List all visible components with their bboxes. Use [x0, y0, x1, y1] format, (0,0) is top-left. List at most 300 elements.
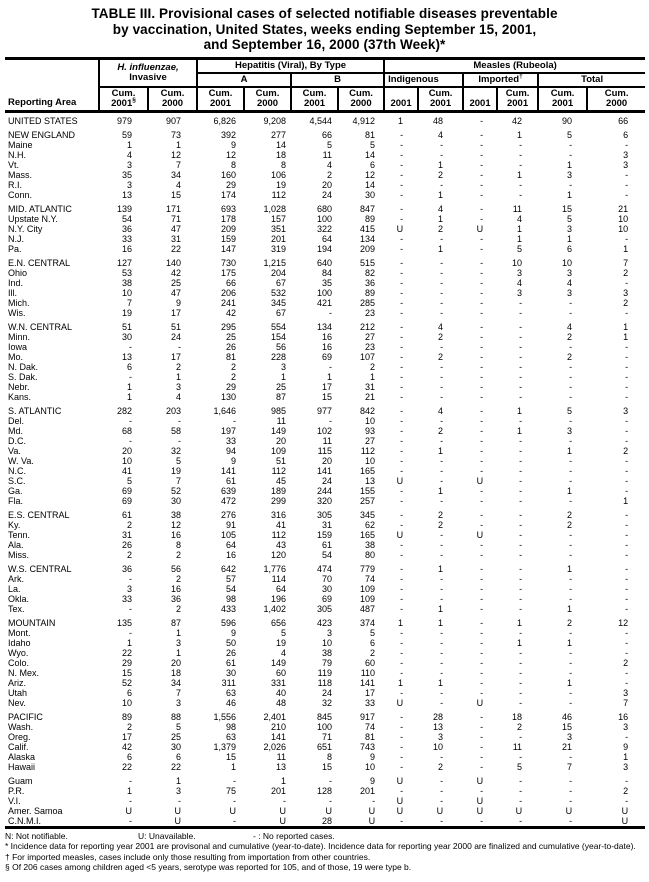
value-cell: 554: [270, 321, 287, 332]
value-cell: 160: [220, 169, 237, 180]
value-cell: 64: [322, 233, 333, 244]
value-cell: U: [621, 815, 629, 826]
value-cell: 69: [322, 593, 333, 604]
value-cell: 64: [276, 583, 287, 594]
value-cell: 515: [360, 257, 376, 268]
value-cell: -: [519, 445, 523, 456]
value-cell: -: [400, 243, 404, 254]
table-row: [5, 392, 645, 402]
table-row: [5, 278, 645, 288]
value-cell: 10: [618, 213, 629, 224]
value-cell: 42: [226, 307, 237, 318]
value-cell: -: [480, 721, 484, 732]
value-cell: 907: [165, 115, 182, 126]
value-cell: 421: [316, 297, 333, 308]
value-cell: -: [400, 667, 404, 678]
value-cell: 141: [360, 677, 376, 688]
value-cell: -: [400, 785, 404, 796]
value-cell: 25: [226, 331, 237, 342]
value-cell: -: [569, 495, 573, 506]
table-row: [5, 332, 645, 342]
value-cell: -: [440, 233, 444, 244]
value-cell: -: [519, 529, 523, 540]
value-cell: 68: [121, 425, 132, 436]
value-cell: -: [400, 405, 404, 416]
value-cell: -: [569, 549, 573, 560]
value-cell: -: [569, 751, 573, 762]
table-row: [5, 752, 645, 762]
value-cell: 67: [276, 277, 287, 288]
value-cell: 322: [316, 223, 333, 234]
value-cell: 1: [567, 637, 573, 648]
table-row: [5, 604, 645, 614]
value-cell: -: [480, 213, 484, 224]
value-cell: -: [440, 815, 444, 826]
value-cell: 979: [116, 115, 132, 126]
value-cell: -: [519, 189, 523, 200]
value-cell: -: [440, 455, 444, 466]
reporting-area-cell: Del.: [8, 415, 25, 426]
value-cell: -: [233, 415, 237, 426]
value-cell: 9,208: [263, 115, 287, 126]
table-row: [5, 190, 645, 200]
reporting-area-cell: MID. ATLANTIC: [8, 203, 72, 214]
value-cell: -: [440, 179, 444, 190]
value-cell: 141: [220, 465, 237, 476]
value-cell: 472: [220, 495, 237, 506]
value-cell: -: [440, 785, 444, 796]
value-cell: 13: [276, 761, 287, 772]
value-cell: 54: [322, 549, 333, 560]
value-cell: 18: [171, 667, 182, 678]
value-cell: -: [625, 139, 629, 150]
value-cell: -: [625, 509, 629, 520]
value-cell: 21: [562, 741, 573, 752]
reporting-area-cell: Alaska: [8, 751, 36, 762]
value-cell: -: [569, 465, 573, 476]
value-cell: 1: [623, 321, 629, 332]
value-cell: -: [519, 563, 523, 574]
value-cell: -: [480, 331, 484, 342]
value-cell: 1: [438, 243, 444, 254]
value-cell: 14: [276, 139, 287, 150]
value-cell: -: [519, 657, 523, 668]
value-cell: 24: [322, 189, 333, 200]
value-cell: 84: [322, 267, 333, 278]
value-cell: -: [400, 149, 404, 160]
table-footnotes: [5, 831, 645, 873]
value-cell: U: [229, 805, 237, 816]
value-cell: 1,379: [213, 741, 237, 752]
value-cell: -: [480, 583, 484, 594]
reporting-area-cell: S. Dak.: [8, 371, 38, 382]
value-cell: 4: [176, 179, 182, 190]
section-footnote-marker: §: [132, 96, 136, 104]
table-row: [5, 362, 645, 372]
value-cell: 1: [176, 627, 182, 638]
reporting-area-cell: Ohio: [8, 267, 28, 278]
reporting-area-cell: Nebr.: [8, 381, 30, 392]
value-cell: 316: [270, 509, 287, 520]
value-cell: -: [400, 539, 404, 550]
value-cell: -: [569, 371, 573, 382]
value-cell: 1: [126, 381, 132, 392]
legend-unavailable: U: Unavailable.: [138, 830, 196, 841]
value-cell: 194: [316, 243, 333, 254]
value-cell: -: [625, 391, 629, 402]
value-cell: -: [329, 415, 333, 426]
value-cell: 1: [567, 677, 573, 688]
reporting-area-cell: Ark.: [8, 573, 25, 584]
value-cell: 680: [316, 203, 333, 214]
value-cell: 1: [567, 159, 573, 170]
reporting-area-cell: Tex.: [8, 603, 25, 614]
table-row: [5, 150, 645, 160]
value-cell: -: [625, 677, 629, 688]
value-cell: -: [519, 667, 523, 678]
value-cell: 64: [226, 539, 237, 550]
value-cell: 5: [126, 475, 132, 486]
value-cell: -: [178, 435, 182, 446]
footnote-dagger: † For imported measles, cases include only those resulting from importation from other countries.: [5, 851, 371, 862]
value-cell: 1: [517, 425, 523, 436]
table-row: [5, 456, 645, 466]
value-cell: -: [480, 627, 484, 638]
value-cell: 917: [360, 711, 376, 722]
value-cell: -: [625, 277, 629, 288]
reporting-area-cell: Ariz.: [8, 677, 26, 688]
value-cell: -: [625, 415, 629, 426]
value-cell: 10: [618, 223, 629, 234]
value-cell: 20: [121, 445, 132, 456]
value-cell: 38: [121, 277, 132, 288]
value-cell: 47: [171, 287, 182, 298]
footnote-section: § Of 206 cases among children aged <5 years, serotype was reported for 105, and of those, 19 were type b.: [5, 862, 412, 872]
value-cell: -: [400, 307, 404, 318]
value-cell: 13: [121, 189, 132, 200]
reporting-area-cell: Wash.: [8, 721, 34, 732]
reporting-area-cell: Va.: [8, 445, 21, 456]
value-cell: 743: [360, 741, 376, 752]
value-cell: 4: [517, 213, 523, 224]
value-cell: -: [519, 495, 523, 506]
value-cell: 32: [171, 445, 182, 456]
value-cell: -: [440, 381, 444, 392]
value-cell: 201: [360, 785, 376, 796]
value-cell: 24: [171, 331, 182, 342]
value-cell: -: [625, 307, 629, 318]
value-cell: 4,544: [309, 115, 333, 126]
value-cell: 9: [231, 627, 237, 638]
value-cell: 54: [226, 583, 237, 594]
value-cell: -: [129, 815, 132, 826]
value-cell: 1: [398, 677, 404, 688]
value-cell: 105: [220, 529, 237, 540]
reporting-area-cell: N.Y. City: [8, 223, 43, 234]
value-cell: 3: [126, 159, 132, 170]
value-cell: 1: [517, 405, 523, 416]
value-cell: -: [129, 775, 132, 786]
value-cell: 9: [231, 455, 237, 466]
value-cell: -: [400, 741, 404, 752]
table-row: [5, 204, 645, 214]
value-cell: -: [569, 475, 573, 486]
value-cell: U: [325, 805, 333, 816]
value-cell: -: [440, 495, 444, 506]
value-cell: 2: [438, 351, 444, 362]
value-cell: -: [519, 331, 523, 342]
value-cell: U: [515, 805, 523, 816]
value-cell: 42: [121, 741, 132, 752]
value-cell: 4: [567, 321, 573, 332]
value-cell: 4: [438, 405, 444, 416]
value-cell: -: [400, 189, 404, 200]
value-cell: -: [400, 233, 404, 244]
reporting-area-cell: Vt.: [8, 159, 20, 170]
value-cell: -: [519, 785, 523, 796]
reporting-area-cell: C.N.M.I.: [8, 815, 41, 826]
value-cell: 36: [365, 277, 376, 288]
value-cell: 656: [270, 617, 287, 628]
reporting-area-cell: W.N. CENTRAL: [8, 321, 73, 332]
notifiable-diseases-table: [5, 57, 645, 829]
value-cell: 1: [438, 189, 444, 200]
value-cell: 3: [176, 697, 182, 708]
value-cell: 109: [270, 445, 287, 456]
value-cell: 257: [360, 495, 376, 506]
value-cell: -: [400, 687, 404, 698]
table-row: [5, 530, 645, 540]
value-cell: 25: [171, 731, 182, 742]
value-cell: -: [400, 351, 404, 362]
value-cell: 119: [317, 667, 333, 678]
value-cell: -: [625, 381, 629, 392]
value-cell: -: [440, 795, 444, 806]
value-cell: -: [569, 149, 573, 160]
value-cell: -: [519, 677, 523, 688]
value-cell: 22: [171, 761, 182, 772]
value-cell: -: [440, 297, 444, 308]
reporting-area-cell: Ga.: [8, 485, 23, 496]
value-cell: -: [625, 455, 629, 466]
value-cell: 4: [567, 277, 573, 288]
value-cell: 2: [623, 267, 629, 278]
value-cell: -: [480, 657, 484, 668]
value-cell: 47: [171, 223, 182, 234]
value-cell: 10: [121, 697, 132, 708]
value-cell: -: [233, 795, 237, 806]
value-cell: 392: [220, 129, 237, 140]
value-cell: 10: [365, 761, 376, 772]
reporting-area-cell: E.S. CENTRAL: [8, 509, 70, 520]
table-row: [5, 406, 645, 416]
value-cell: 24: [322, 687, 333, 698]
value-cell: -: [400, 711, 404, 722]
value-cell: 14: [365, 149, 376, 160]
value-cell: -: [519, 731, 523, 742]
value-cell: 2: [438, 331, 444, 342]
value-cell: 157: [270, 213, 287, 224]
value-cell: -: [625, 573, 629, 584]
value-cell: 8: [176, 539, 182, 550]
value-cell: 6: [623, 129, 629, 140]
value-cell: -: [625, 465, 629, 476]
table-row: [5, 806, 645, 816]
value-cell: 6: [370, 159, 376, 170]
value-cell: -: [400, 435, 404, 446]
value-cell: 8: [327, 751, 333, 762]
value-cell: -: [480, 115, 484, 126]
table-row: [5, 816, 645, 828]
value-cell: 89: [121, 711, 132, 722]
dagger-footnote-marker: †: [519, 72, 523, 80]
value-cell: -: [569, 687, 573, 698]
value-cell: -: [440, 687, 444, 698]
table-row: [5, 446, 645, 456]
reporting-area-cell: Kans.: [8, 391, 32, 402]
value-cell: U: [436, 805, 444, 816]
value-cell: -: [440, 139, 444, 150]
value-cell: 9: [176, 297, 182, 308]
value-cell: -: [480, 257, 484, 268]
value-cell: -: [480, 179, 484, 190]
value-cell: 6: [126, 751, 132, 762]
value-cell: -: [440, 573, 444, 584]
value-cell: 3: [517, 267, 523, 278]
value-cell: 130: [220, 391, 237, 402]
value-cell: 642: [220, 563, 237, 574]
value-cell: 1: [438, 445, 444, 456]
table-row: [5, 594, 645, 604]
legend-no-reported-cases: - : No reported cases.: [253, 830, 335, 841]
value-cell: 10: [365, 415, 376, 426]
value-cell: -: [129, 627, 132, 638]
value-cell: 228: [270, 351, 287, 362]
value-cell: U: [396, 805, 404, 816]
reporting-area-cell: Utah: [8, 687, 28, 698]
value-cell: 10: [562, 257, 573, 268]
value-cell: 1: [438, 159, 444, 170]
value-cell: 2: [438, 519, 444, 530]
value-cell: 3: [327, 627, 333, 638]
value-cell: 17: [171, 307, 182, 318]
value-cell: -: [400, 761, 404, 772]
value-cell: -: [178, 415, 182, 426]
value-cell: 532: [270, 287, 287, 298]
value-cell: -: [569, 455, 573, 466]
value-cell: 9: [231, 139, 237, 150]
value-cell: 4,912: [352, 115, 376, 126]
value-cell: 15: [121, 667, 132, 678]
reporting-area-header: Reporting Area: [5, 58, 99, 111]
value-cell: -: [372, 795, 376, 806]
value-cell: 71: [171, 213, 182, 224]
value-cell: 5: [176, 721, 182, 732]
value-cell: 2: [327, 169, 333, 180]
value-cell: 58: [171, 425, 182, 436]
value-cell: 134: [316, 321, 333, 332]
value-cell: -: [400, 415, 404, 426]
value-cell: 87: [276, 391, 287, 402]
reporting-area-cell: Fla.: [8, 495, 24, 506]
value-cell: -: [178, 795, 182, 806]
value-cell: 7: [176, 475, 182, 486]
value-cell: 165: [360, 465, 376, 476]
value-cell: 79: [322, 657, 333, 668]
value-cell: 17: [322, 381, 333, 392]
value-cell: 15: [562, 203, 573, 214]
value-cell: -: [440, 627, 444, 638]
value-cell: -: [400, 445, 404, 456]
value-cell: 5: [370, 627, 376, 638]
value-cell: 10: [121, 287, 132, 298]
value-cell: 1: [126, 637, 132, 648]
table-row: [5, 180, 645, 190]
value-cell: 128: [316, 785, 333, 796]
value-cell: 285: [360, 297, 376, 308]
value-cell: -: [440, 475, 444, 486]
reporting-area-cell: Minn.: [8, 331, 31, 342]
value-cell: -: [519, 371, 523, 382]
value-cell: 2: [176, 603, 182, 614]
value-cell: 61: [121, 509, 132, 520]
value-cell: -: [400, 721, 404, 732]
col-group-hepatitis: Hepatitis (Viral), By Type: [197, 58, 384, 73]
value-cell: 241: [220, 297, 237, 308]
value-cell: 29: [121, 657, 132, 668]
value-cell: -: [400, 657, 404, 668]
reporting-area-cell: W. Va.: [8, 455, 34, 466]
value-cell: -: [480, 445, 484, 456]
col-group-measles: Measles (Rubeola): [384, 58, 645, 73]
value-cell: -: [625, 179, 629, 190]
value-cell: -: [569, 815, 573, 826]
table-row: [5, 476, 645, 486]
value-cell: -: [480, 603, 484, 614]
value-cell: U: [621, 805, 629, 816]
value-cell: -: [480, 341, 484, 352]
value-cell: 52: [121, 677, 132, 688]
reporting-area-cell: Tenn.: [8, 529, 31, 540]
value-cell: 331: [270, 677, 287, 688]
value-cell: -: [480, 677, 484, 688]
value-cell: 639: [220, 485, 237, 496]
value-cell: -: [569, 697, 573, 708]
table-row: [5, 352, 645, 362]
value-cell: 3: [567, 425, 573, 436]
value-cell: -: [400, 647, 404, 658]
table-row: [5, 308, 645, 318]
value-cell: 2: [231, 361, 237, 372]
value-cell: 2: [517, 721, 523, 732]
reporting-area-cell: Md.: [8, 425, 24, 436]
value-cell: 16: [322, 331, 333, 342]
value-cell: 3: [623, 687, 629, 698]
value-cell: -: [480, 307, 484, 318]
value-cell: 730: [220, 257, 237, 268]
value-cell: 67: [276, 307, 287, 318]
value-cell: 1: [126, 391, 132, 402]
column-header: Cum. 2001: [291, 87, 338, 112]
value-cell: 66: [226, 277, 237, 288]
value-cell: 17: [171, 351, 182, 362]
value-cell: -: [480, 519, 484, 530]
value-cell: 5: [176, 455, 182, 466]
value-cell: -: [480, 361, 484, 372]
table-row: [5, 288, 645, 298]
value-cell: 1: [567, 563, 573, 574]
value-cell: -: [400, 563, 404, 574]
